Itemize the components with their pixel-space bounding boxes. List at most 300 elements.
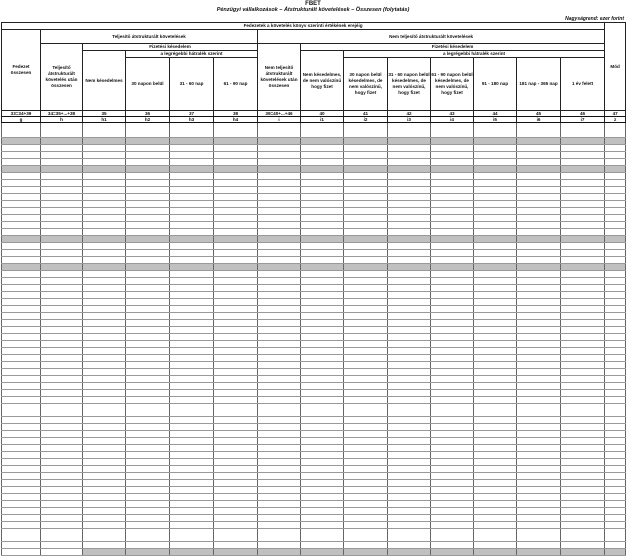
table-cell[interactable]: [214, 397, 258, 404]
table-cell[interactable]: [517, 549, 561, 556]
table-cell[interactable]: [214, 494, 258, 501]
table-cell[interactable]: [126, 487, 170, 494]
table-cell[interactable]: [388, 369, 431, 376]
table-cell[interactable]: [344, 515, 388, 522]
table-cell[interactable]: [517, 285, 561, 292]
table-cell[interactable]: [388, 180, 431, 187]
table-cell[interactable]: [258, 508, 301, 515]
table-cell[interactable]: [41, 187, 83, 194]
table-cell[interactable]: [2, 542, 41, 549]
table-cell[interactable]: [605, 306, 626, 313]
table-cell[interactable]: [388, 229, 431, 236]
table-cell[interactable]: [126, 542, 170, 549]
table-cell[interactable]: [2, 404, 41, 417]
table-cell[interactable]: [605, 362, 626, 369]
table-cell[interactable]: [517, 250, 561, 257]
table-cell[interactable]: [2, 327, 41, 334]
table-cell[interactable]: [41, 508, 83, 515]
table-cell[interactable]: [83, 376, 126, 383]
table-cell[interactable]: [388, 306, 431, 313]
table-cell[interactable]: [126, 299, 170, 306]
table-cell[interactable]: [83, 355, 126, 362]
table-cell[interactable]: [388, 327, 431, 334]
table-cell[interactable]: [258, 438, 301, 445]
table-cell[interactable]: [214, 194, 258, 201]
table-cell[interactable]: [301, 549, 344, 556]
table-cell[interactable]: [170, 278, 214, 285]
table-cell[interactable]: [214, 180, 258, 187]
table-cell[interactable]: [41, 299, 83, 306]
table-cell[interactable]: [301, 180, 344, 187]
table-cell[interactable]: [301, 334, 344, 341]
table-cell[interactable]: [474, 229, 517, 236]
table-cell[interactable]: [83, 313, 126, 320]
table-cell[interactable]: [170, 152, 214, 159]
table-cell[interactable]: [561, 187, 605, 194]
table-cell[interactable]: [258, 159, 301, 166]
table-cell[interactable]: [41, 487, 83, 494]
table-cell[interactable]: [344, 306, 388, 313]
table-cell[interactable]: [170, 313, 214, 320]
table-cell[interactable]: [170, 487, 214, 494]
table-cell[interactable]: [431, 529, 474, 542]
table-cell[interactable]: [170, 215, 214, 222]
table-cell[interactable]: [431, 292, 474, 299]
table-cell[interactable]: [474, 208, 517, 215]
table-cell[interactable]: [41, 549, 83, 556]
table-cell[interactable]: [517, 229, 561, 236]
table-cell[interactable]: [214, 501, 258, 508]
table-cell[interactable]: [561, 508, 605, 515]
table-cell[interactable]: [2, 123, 41, 138]
table-cell[interactable]: [474, 508, 517, 515]
table-cell[interactable]: [2, 313, 41, 320]
table-cell[interactable]: [83, 180, 126, 187]
table-cell[interactable]: [344, 327, 388, 334]
table-cell[interactable]: [2, 166, 41, 173]
table-cell[interactable]: [517, 271, 561, 278]
table-cell[interactable]: [388, 390, 431, 397]
table-cell[interactable]: [474, 145, 517, 152]
table-cell[interactable]: [517, 348, 561, 355]
table-cell[interactable]: [41, 376, 83, 383]
table-cell[interactable]: [83, 480, 126, 487]
table-cell[interactable]: [605, 417, 626, 424]
table-cell[interactable]: [517, 264, 561, 271]
table-cell[interactable]: [214, 459, 258, 466]
table-cell[interactable]: [170, 348, 214, 355]
table-cell[interactable]: [41, 257, 83, 264]
table-cell[interactable]: [301, 459, 344, 466]
table-cell[interactable]: [431, 424, 474, 431]
table-cell[interactable]: [431, 222, 474, 229]
table-cell[interactable]: [474, 222, 517, 229]
table-cell[interactable]: [301, 313, 344, 320]
table-cell[interactable]: [214, 166, 258, 173]
table-cell[interactable]: [258, 299, 301, 306]
table-cell[interactable]: [431, 515, 474, 522]
table-cell[interactable]: [2, 306, 41, 313]
table-cell[interactable]: [2, 452, 41, 459]
table-cell[interactable]: [388, 355, 431, 362]
table-cell[interactable]: [474, 397, 517, 404]
table-cell[interactable]: [431, 549, 474, 556]
table-cell[interactable]: [301, 383, 344, 390]
table-cell[interactable]: [170, 180, 214, 187]
table-cell[interactable]: [561, 355, 605, 362]
table-cell[interactable]: [388, 348, 431, 355]
table-cell[interactable]: [301, 187, 344, 194]
table-cell[interactable]: [258, 152, 301, 159]
table-cell[interactable]: [126, 236, 170, 243]
table-cell[interactable]: [2, 494, 41, 501]
table-cell[interactable]: [170, 438, 214, 445]
table-cell[interactable]: [605, 529, 626, 542]
table-cell[interactable]: [474, 348, 517, 355]
table-cell[interactable]: [214, 257, 258, 264]
table-cell[interactable]: [41, 173, 83, 180]
table-cell[interactable]: [344, 194, 388, 201]
table-cell[interactable]: [431, 187, 474, 194]
table-cell[interactable]: [258, 383, 301, 390]
table-cell[interactable]: [258, 334, 301, 341]
table-cell[interactable]: [214, 452, 258, 459]
table-cell[interactable]: [214, 187, 258, 194]
table-cell[interactable]: [431, 194, 474, 201]
table-cell[interactable]: [605, 180, 626, 187]
table-cell[interactable]: [126, 494, 170, 501]
table-cell[interactable]: [258, 529, 301, 542]
table-cell[interactable]: [344, 369, 388, 376]
table-cell[interactable]: [517, 431, 561, 438]
table-cell[interactable]: [431, 243, 474, 250]
table-cell[interactable]: [258, 487, 301, 494]
table-cell[interactable]: [561, 313, 605, 320]
table-cell[interactable]: [474, 445, 517, 452]
table-cell[interactable]: [126, 549, 170, 556]
table-cell[interactable]: [214, 348, 258, 355]
table-cell[interactable]: [41, 522, 83, 529]
table-cell[interactable]: [170, 390, 214, 397]
table-cell[interactable]: [301, 215, 344, 222]
table-cell[interactable]: [517, 438, 561, 445]
table-cell[interactable]: [83, 271, 126, 278]
table-cell[interactable]: [388, 215, 431, 222]
table-cell[interactable]: [474, 376, 517, 383]
table-cell[interactable]: [258, 459, 301, 466]
table-cell[interactable]: [561, 159, 605, 166]
table-cell[interactable]: [301, 376, 344, 383]
table-cell[interactable]: [431, 299, 474, 306]
table-cell[interactable]: [41, 542, 83, 549]
table-cell[interactable]: [126, 292, 170, 299]
table-cell[interactable]: [605, 397, 626, 404]
table-cell[interactable]: [258, 355, 301, 362]
table-cell[interactable]: [388, 473, 431, 480]
table-cell[interactable]: [170, 369, 214, 376]
table-cell[interactable]: [605, 243, 626, 250]
table-cell[interactable]: [301, 355, 344, 362]
table-cell[interactable]: [517, 257, 561, 264]
table-cell[interactable]: [605, 292, 626, 299]
table-cell[interactable]: [301, 264, 344, 271]
table-cell[interactable]: [2, 159, 41, 166]
table-cell[interactable]: [83, 549, 126, 556]
table-cell[interactable]: [388, 250, 431, 257]
table-cell[interactable]: [126, 348, 170, 355]
table-cell[interactable]: [474, 473, 517, 480]
table-cell[interactable]: [126, 341, 170, 348]
table-cell[interactable]: [474, 383, 517, 390]
table-cell[interactable]: [388, 466, 431, 473]
table-cell[interactable]: [605, 473, 626, 480]
table-cell[interactable]: [474, 390, 517, 397]
table-cell[interactable]: [2, 138, 41, 145]
table-cell[interactable]: [83, 243, 126, 250]
table-cell[interactable]: [561, 215, 605, 222]
table-cell[interactable]: [605, 313, 626, 320]
table-cell[interactable]: [258, 341, 301, 348]
table-cell[interactable]: [2, 285, 41, 292]
table-cell[interactable]: [214, 487, 258, 494]
table-cell[interactable]: [170, 431, 214, 438]
table-cell[interactable]: [170, 159, 214, 166]
table-cell[interactable]: [214, 243, 258, 250]
table-cell[interactable]: [41, 145, 83, 152]
table-cell[interactable]: [605, 278, 626, 285]
table-cell[interactable]: [83, 201, 126, 208]
table-cell[interactable]: [431, 459, 474, 466]
table-cell[interactable]: [344, 404, 388, 417]
table-cell[interactable]: [605, 159, 626, 166]
table-cell[interactable]: [431, 480, 474, 487]
table-cell[interactable]: [258, 271, 301, 278]
table-cell[interactable]: [2, 194, 41, 201]
table-cell[interactable]: [605, 501, 626, 508]
table-cell[interactable]: [258, 229, 301, 236]
table-cell[interactable]: [474, 313, 517, 320]
table-cell[interactable]: [474, 369, 517, 376]
table-cell[interactable]: [83, 299, 126, 306]
table-cell[interactable]: [41, 138, 83, 145]
table-cell[interactable]: [2, 222, 41, 229]
table-cell[interactable]: [83, 222, 126, 229]
table-cell[interactable]: [561, 250, 605, 257]
table-cell[interactable]: [388, 123, 431, 138]
table-cell[interactable]: [126, 166, 170, 173]
table-cell[interactable]: [126, 362, 170, 369]
table-cell[interactable]: [517, 292, 561, 299]
table-cell[interactable]: [126, 445, 170, 452]
table-cell[interactable]: [474, 194, 517, 201]
table-cell[interactable]: [83, 501, 126, 508]
table-cell[interactable]: [431, 159, 474, 166]
table-cell[interactable]: [517, 501, 561, 508]
table-cell[interactable]: [474, 334, 517, 341]
table-cell[interactable]: [126, 438, 170, 445]
table-cell[interactable]: [83, 194, 126, 201]
table-cell[interactable]: [126, 194, 170, 201]
table-cell[interactable]: [301, 466, 344, 473]
table-cell[interactable]: [561, 138, 605, 145]
table-cell[interactable]: [431, 285, 474, 292]
table-cell[interactable]: [561, 285, 605, 292]
table-cell[interactable]: [431, 431, 474, 438]
table-cell[interactable]: [517, 138, 561, 145]
table-cell[interactable]: [41, 264, 83, 271]
table-cell[interactable]: [517, 383, 561, 390]
table-cell[interactable]: [605, 480, 626, 487]
table-cell[interactable]: [388, 341, 431, 348]
table-cell[interactable]: [258, 466, 301, 473]
table-cell[interactable]: [431, 180, 474, 187]
table-cell[interactable]: [517, 369, 561, 376]
table-cell[interactable]: [214, 376, 258, 383]
table-cell[interactable]: [605, 549, 626, 556]
table-cell[interactable]: [301, 542, 344, 549]
table-cell[interactable]: [388, 222, 431, 229]
table-cell[interactable]: [431, 123, 474, 138]
table-cell[interactable]: [344, 508, 388, 515]
table-cell[interactable]: [517, 173, 561, 180]
table-cell[interactable]: [344, 494, 388, 501]
table-cell[interactable]: [344, 348, 388, 355]
table-cell[interactable]: [561, 417, 605, 424]
table-cell[interactable]: [170, 194, 214, 201]
table-cell[interactable]: [388, 487, 431, 494]
table-cell[interactable]: [431, 508, 474, 515]
table-cell[interactable]: [344, 466, 388, 473]
table-cell[interactable]: [170, 138, 214, 145]
table-cell[interactable]: [431, 334, 474, 341]
table-cell[interactable]: [258, 194, 301, 201]
table-cell[interactable]: [41, 271, 83, 278]
table-cell[interactable]: [517, 515, 561, 522]
table-cell[interactable]: [126, 138, 170, 145]
table-cell[interactable]: [517, 404, 561, 417]
table-cell[interactable]: [83, 369, 126, 376]
table-cell[interactable]: [214, 173, 258, 180]
table-cell[interactable]: [258, 215, 301, 222]
table-cell[interactable]: [126, 123, 170, 138]
table-cell[interactable]: [41, 201, 83, 208]
table-cell[interactable]: [517, 145, 561, 152]
table-cell[interactable]: [561, 445, 605, 452]
table-cell[interactable]: [344, 299, 388, 306]
table-cell[interactable]: [41, 466, 83, 473]
table-cell[interactable]: [605, 515, 626, 522]
table-cell[interactable]: [258, 376, 301, 383]
table-cell[interactable]: [126, 369, 170, 376]
table-cell[interactable]: [561, 383, 605, 390]
table-cell[interactable]: [517, 362, 561, 369]
table-cell[interactable]: [517, 494, 561, 501]
table-cell[interactable]: [388, 494, 431, 501]
table-cell[interactable]: [126, 522, 170, 529]
table-cell[interactable]: [388, 159, 431, 166]
table-cell[interactable]: [431, 264, 474, 271]
table-cell[interactable]: [258, 243, 301, 250]
table-cell[interactable]: [344, 152, 388, 159]
table-cell[interactable]: [605, 187, 626, 194]
table-cell[interactable]: [301, 250, 344, 257]
table-cell[interactable]: [388, 376, 431, 383]
table-cell[interactable]: [605, 348, 626, 355]
table-cell[interactable]: [301, 257, 344, 264]
table-cell[interactable]: [2, 278, 41, 285]
table-cell[interactable]: [561, 466, 605, 473]
table-cell[interactable]: [83, 229, 126, 236]
table-cell[interactable]: [605, 404, 626, 417]
table-cell[interactable]: [126, 208, 170, 215]
table-cell[interactable]: [258, 494, 301, 501]
table-cell[interactable]: [170, 383, 214, 390]
table-cell[interactable]: [605, 320, 626, 327]
table-cell[interactable]: [2, 417, 41, 424]
table-cell[interactable]: [431, 542, 474, 549]
table-cell[interactable]: [301, 445, 344, 452]
table-cell[interactable]: [301, 529, 344, 542]
table-cell[interactable]: [474, 243, 517, 250]
table-cell[interactable]: [388, 515, 431, 522]
table-cell[interactable]: [301, 473, 344, 480]
table-cell[interactable]: [258, 257, 301, 264]
table-cell[interactable]: [517, 194, 561, 201]
table-cell[interactable]: [431, 250, 474, 257]
table-cell[interactable]: [431, 494, 474, 501]
table-cell[interactable]: [474, 501, 517, 508]
table-cell[interactable]: [258, 208, 301, 215]
table-cell[interactable]: [41, 320, 83, 327]
table-cell[interactable]: [517, 390, 561, 397]
table-cell[interactable]: [170, 327, 214, 334]
table-cell[interactable]: [344, 250, 388, 257]
table-cell[interactable]: [561, 208, 605, 215]
table-cell[interactable]: [214, 404, 258, 417]
table-cell[interactable]: [388, 243, 431, 250]
table-cell[interactable]: [126, 452, 170, 459]
table-cell[interactable]: [83, 522, 126, 529]
table-cell[interactable]: [301, 166, 344, 173]
table-cell[interactable]: [83, 250, 126, 257]
table-cell[interactable]: [474, 299, 517, 306]
table-cell[interactable]: [474, 138, 517, 145]
table-cell[interactable]: [83, 542, 126, 549]
table-cell[interactable]: [126, 424, 170, 431]
table-cell[interactable]: [301, 501, 344, 508]
table-cell[interactable]: [83, 417, 126, 424]
table-cell[interactable]: [126, 376, 170, 383]
table-cell[interactable]: [474, 215, 517, 222]
table-cell[interactable]: [258, 236, 301, 243]
table-cell[interactable]: [431, 138, 474, 145]
table-cell[interactable]: [126, 327, 170, 334]
table-cell[interactable]: [474, 236, 517, 243]
table-cell[interactable]: [258, 445, 301, 452]
table-cell[interactable]: [474, 320, 517, 327]
table-cell[interactable]: [83, 529, 126, 542]
table-cell[interactable]: [83, 306, 126, 313]
table-cell[interactable]: [344, 390, 388, 397]
table-cell[interactable]: [474, 487, 517, 494]
table-cell[interactable]: [258, 417, 301, 424]
table-cell[interactable]: [561, 376, 605, 383]
table-cell[interactable]: [605, 250, 626, 257]
table-cell[interactable]: [301, 327, 344, 334]
table-cell[interactable]: [258, 306, 301, 313]
table-cell[interactable]: [605, 145, 626, 152]
table-cell[interactable]: [170, 285, 214, 292]
